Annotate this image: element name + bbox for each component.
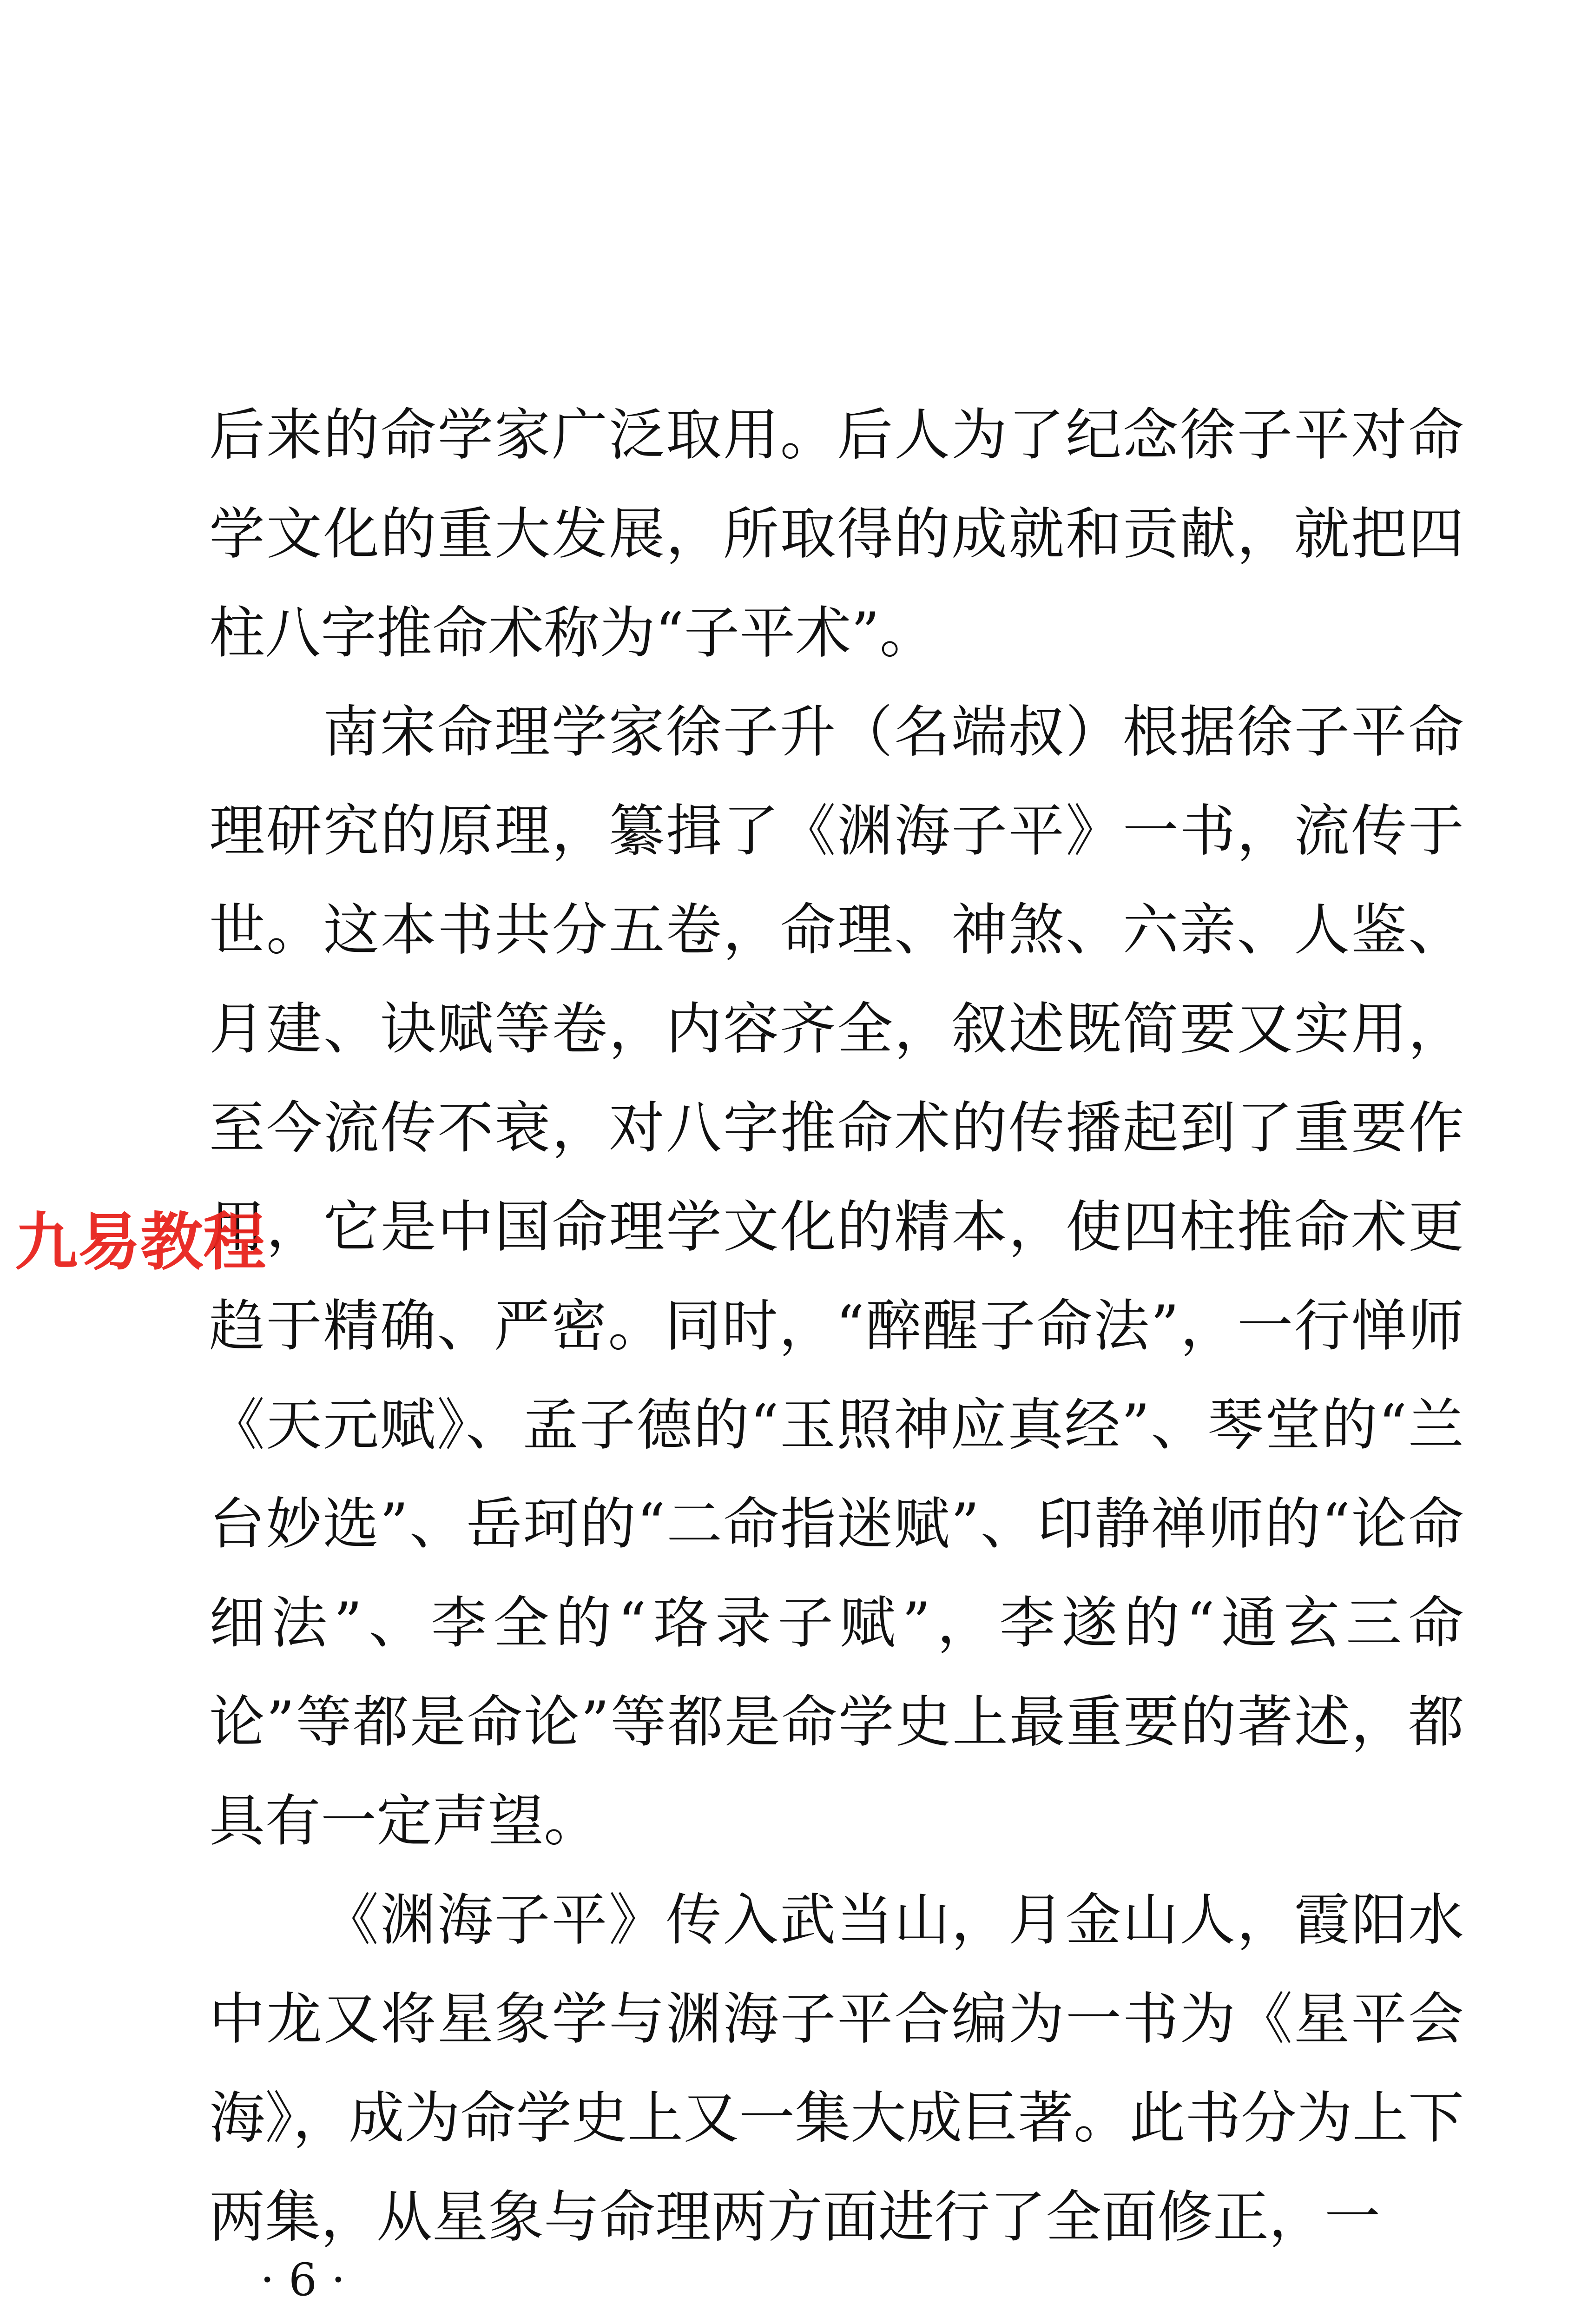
page-number: · 6 · <box>260 2254 346 2306</box>
paragraph-3: 《渊海子平》传入武当山，月金山人，霞阳水中龙又将星象学与渊海子平合编为一书为《星平会海》，成为命学史上又一集大成巨著。此书分为上下两集，从星象与命理两方面进行了全面修正，一 <box>209 1888 1464 2250</box>
watermark-logo: 九易教程 <box>15 1206 266 1279</box>
body-text <box>209 386 1464 2267</box>
paragraph-1: 后来的命学家广泛取用。后人为了纪念徐子平对命学文化的重大发展，所取得的成就和贡献，就把四柱八字推命术称为“子平术”。 <box>209 403 1464 666</box>
paragraph-2: 南宋命理学家徐子升（名端叔）根据徐子平命理研究的原理，纂揖了《渊海子平》一书，流传于世。这本书共分五卷，命理、神煞、六亲、人鉴、月建、诀赋等卷，内容齐全，叙述既简要又实用，至今流传不衰，对八字推命术的传播起到了重要作用，它是中国命理学文化的精本，使四柱推命术更趋于精确、严密。同时，“醉醒子命法”，一行惮师《天元赋》、孟子德的“玉照神应真经”、琴堂的“兰台妙选”、岳珂的“二命指迷赋”、印静禅师的“论命细法”、李全的“珞录子赋”，李遂的“通玄三命论”等都是命论”等都是命学史上最重要的著述，都具有一定声望。 <box>209 700 1464 1854</box>
